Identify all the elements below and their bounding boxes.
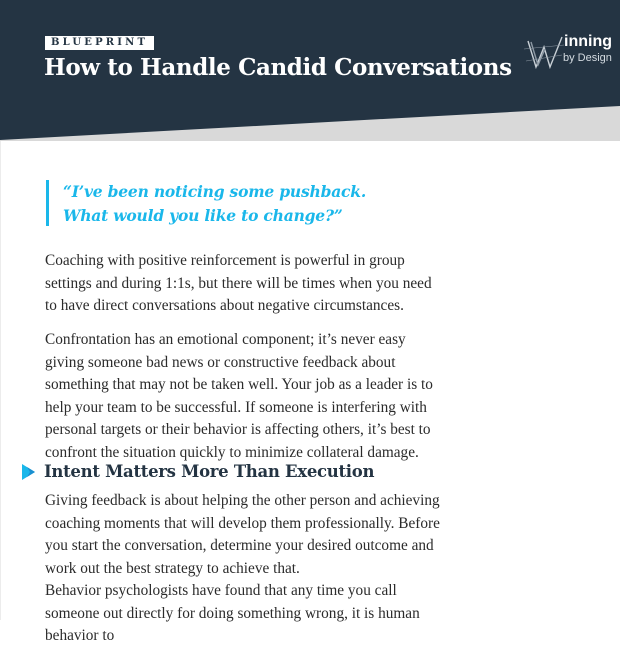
body-paragraph-2: Confrontation has an emotional component; it’s never easy giving someone bad news or constructive feedback about something that may not be taken well. Your job as a leader is to help your team to be successful. If someone is interfering with personal targets or their behavior is affecting others, it’s best to confront the situation quickly to minimize collateral damage.: [45, 331, 433, 461]
section-heading-text: Intent Matters More Than Execution: [44, 462, 375, 481]
quote-line-2: What would you like to change?”: [63, 206, 343, 225]
winning-by-design-logo: [520, 33, 615, 73]
page-title: How to Handle Candid Conversations: [44, 54, 512, 81]
section-paragraph-2: Behavior psychologists have found that any time you call someone out directly for doing something wrong, it is human behavior to: [45, 582, 420, 645]
section-heading-intent: [22, 459, 374, 485]
arrow-right-icon: [22, 464, 35, 480]
body-paragraph-1: Coaching with positive reinforcement is powerful in group settings and during 1:1s, but there will be times when you need to have direct conversations about negative circumstances.: [45, 252, 432, 315]
section-paragraph-1: Giving feedback is about helping the other person and achieving coaching moments that will develop them professionally. Before you start the conversation, determine your desired outcome and work out the best strategy to achieve that.: [45, 492, 440, 577]
w-logo-icon: [522, 35, 566, 71]
quote-line-1: “I’ve been noticing some pushback.: [63, 182, 367, 201]
page-edge: [0, 141, 1, 620]
blueprint-badge: BLUEPRINT: [45, 36, 154, 50]
logo-subtitle: by Design: [563, 52, 612, 64]
pull-quote: [46, 180, 366, 226]
logo-word: inning: [564, 33, 612, 50]
